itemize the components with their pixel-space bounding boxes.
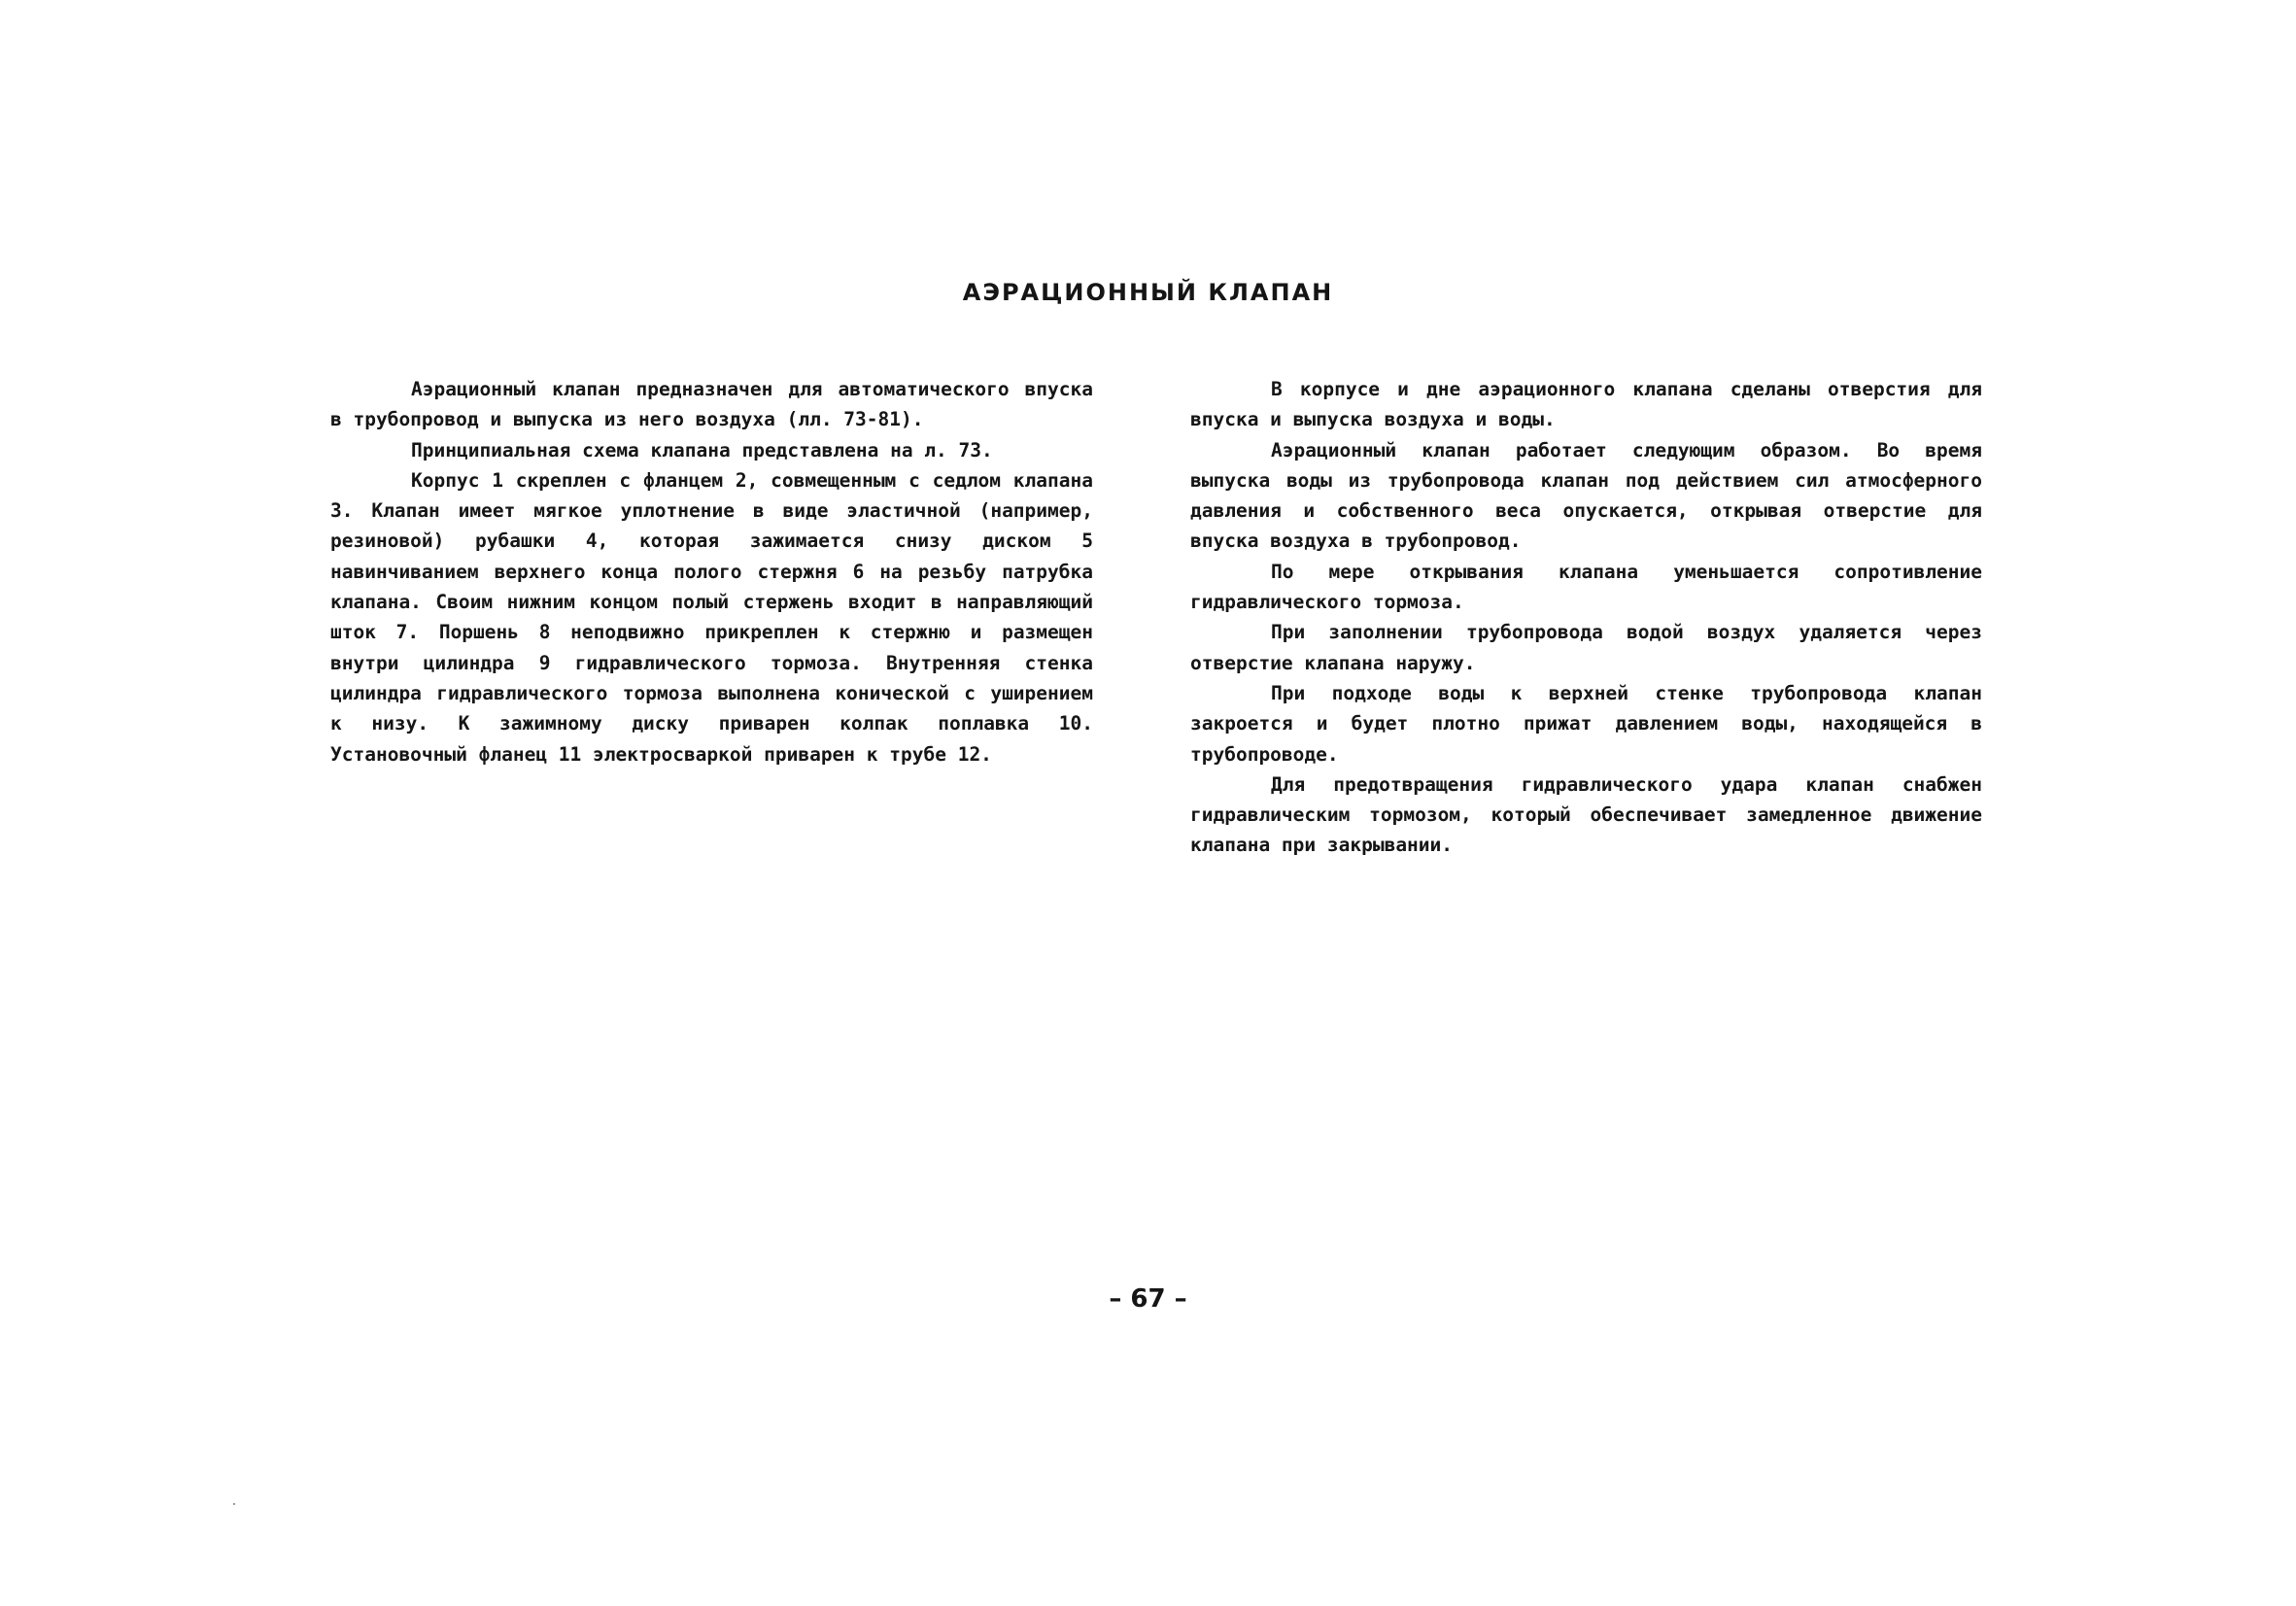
right-paragraph-2: Аэрационный клапан работает следующим образом. Во время выпуска воды из трубопровода клапан под действием сил атмосферного давления и собственного веса опускается, открывая отверстие для впуска воздуха в трубопровод. — [1190, 438, 1982, 553]
left-paragraph-1: Аэрационный клапан предназначен для автоматического впуска в трубопровод и выпуска из него воздуха (лл. 73-81). — [330, 378, 1093, 431]
page-title: АЭРАЦИОННЫЙ КЛАПАН — [962, 279, 1334, 306]
right-paragraph-3: По мере открывания клапана уменьшается сопротивление гидравлического тормоза. — [1190, 560, 1982, 614]
scan-artifact-dot — [233, 1503, 235, 1505]
right-paragraph-5: При подходе воды к верхней стенке трубопровода клапан закроется и будет плотно прижат давлением воды, находящейся в трубопроводе. — [1190, 681, 1982, 766]
page-number: – 67 – — [1109, 1284, 1187, 1314]
right-text-column — [1190, 374, 1982, 861]
right-paragraph-6: Для предотвращения гидравлического удара клапан снабжен гидравлическим тормозом, который обеспечивает замедленное движение клапана при закрывании. — [1190, 772, 1982, 857]
right-paragraph-1: В корпусе и дне аэрационного клапана сделаны отверстия для впуска и выпуска воздуха и воды. — [1190, 378, 1982, 431]
left-text-column — [330, 374, 1093, 769]
left-paragraph-3: Корпус 1 скреплен с фланцем 2, совмещенным с седлом клапана 3. Клапан имеет мягкое уплотнение в виде эластичной (например, резиновой) рубашки 4, которая зажимается снизу диском 5 навинчиванием верхнего конца полого стержня 6 на резьбу патрубка клапана. Своим нижним концом полый стержень входит в направляющий шток 7. Поршень 8 неподвижно прикреплен к стержню и размещен внутри цилиндра 9 гидравлического тормоза. Внутренняя стенка цилиндра гидравлического тормоза выполнена конической с уширением к низу. К зажимному диску приварен колпак поплавка 10. Установочный фланец 11 электросваркой приварен к трубе 12. — [330, 468, 1093, 766]
right-paragraph-4: При заполнении трубопровода водой воздух удаляется через отверстие клапана наружу. — [1190, 621, 1982, 674]
left-paragraph-2: Принципиальная схема клапана представлена на л. 73. — [411, 438, 993, 461]
